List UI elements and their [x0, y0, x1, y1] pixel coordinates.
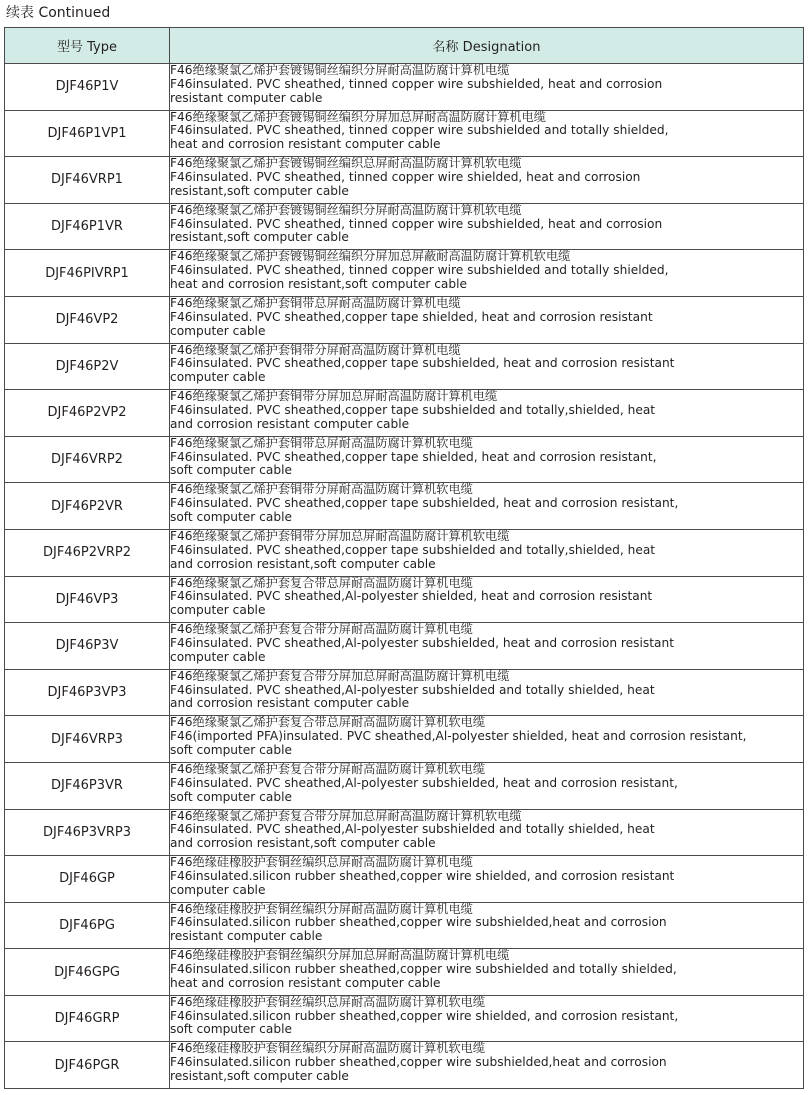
designation-chinese: F46绝缘聚氯乙烯护套镀锡铜丝编织分屏耐高温防腐计算机软电缆: [170, 203, 522, 217]
designation-chinese: F46绝缘聚氯乙烯护套铜带总屏耐高温防腐计算机电缆: [170, 296, 461, 310]
designation-cell: [170, 902, 804, 949]
column-header-designation: 名称 Designation: [170, 28, 804, 64]
designation-cell: [170, 995, 804, 1042]
designation-english-line: computer cable: [170, 883, 266, 897]
designation-english-line: resistant,soft computer cable: [170, 184, 349, 198]
designation-english-line: F46insulated. PVC sheathed,copper tape subshielded, heat and corrosion resistant,: [170, 497, 679, 511]
table-row: [5, 1042, 804, 1089]
type-code-cell: DJF46P2VRP2: [5, 529, 170, 576]
table-row: [5, 856, 804, 903]
designation-english-line: heat and corrosion resistant computer cable: [170, 976, 441, 990]
table-row: [5, 483, 804, 530]
designation-english-line: F46insulated. PVC sheathed,Al-polyester subshielded, heat and corrosion resistant,: [170, 776, 678, 790]
designation-english-line: F46insulated. PVC sheathed,Al-polyester shielded, heat and corrosion resistant: [170, 590, 653, 604]
designation-cell: [170, 483, 804, 530]
type-code-cell: DJF46GRP: [5, 995, 170, 1042]
designation-english-line: F46insulated. PVC sheathed, tinned copper wire shielded, heat and corrosion: [170, 170, 641, 184]
type-code-cell: DJF46P1V: [5, 64, 170, 111]
table-row: [5, 995, 804, 1042]
table-row: [5, 296, 804, 343]
table-row: [5, 529, 804, 576]
designation-cell: [170, 576, 804, 623]
designation-cell: [170, 250, 804, 297]
table-row: [5, 576, 804, 623]
designation-cell: [170, 157, 804, 204]
designation-english-line: F46insulated. PVC sheathed,Al-polyester subshielded, heat and corrosion resistant: [170, 636, 675, 650]
table-row: [5, 669, 804, 716]
designation-english-line: F46insulated.silicon rubber sheathed,copper wire subshielded,heat and corrosion: [170, 1056, 667, 1070]
designation-english-line: F46insulated. PVC sheathed, tinned copper wire subshielded, heat and corrosion: [170, 77, 663, 91]
type-code-cell: DJF46GP: [5, 856, 170, 903]
designation-chinese: F46绝缘聚氯乙烯护套铜带分屏耐高温防腐计算机电缆: [170, 343, 461, 357]
designation-english-line: soft computer cable: [170, 790, 292, 804]
type-code-cell: DJF46P2V: [5, 343, 170, 390]
type-code-cell: DJF46P3VR: [5, 762, 170, 809]
designation-chinese: F46绝缘聚氯乙烯护套复合带分屏耐高温防腐计算机电缆: [170, 623, 473, 637]
designation-english-line: and corrosion resistant,soft computer cable: [170, 557, 436, 571]
designation-cell: [170, 343, 804, 390]
designation-cell: [170, 529, 804, 576]
designation-english-line: and corrosion resistant,soft computer cable: [170, 837, 436, 851]
table-row: [5, 390, 804, 437]
designation-english-line: resistant,soft computer cable: [170, 1070, 349, 1084]
type-code-cell: DJF46VRP2: [5, 436, 170, 483]
designation-chinese: F46绝缘硅橡胶护套铜丝编织总屏耐高温防腐计算机软电缆: [170, 995, 486, 1009]
designation-english-line: F46insulated. PVC sheathed, tinned copper wire subshielded and totally shielded,: [170, 124, 669, 138]
designation-english-line: F46insulated. PVC sheathed,copper tape shielded, heat and corrosion resistant,: [170, 450, 657, 464]
designation-english-line: computer cable: [170, 371, 266, 385]
designation-english-line: F46insulated. PVC sheathed,copper tape subshielded and totally,shielded, heat: [170, 543, 656, 557]
type-code-cell: DJF46P3VP3: [5, 669, 170, 716]
designation-english-line: F46insulated. PVC sheathed,copper tape subshielded, heat and corrosion resistant: [170, 357, 675, 371]
designation-english-line: soft computer cable: [170, 743, 292, 757]
designation-cell: [170, 623, 804, 670]
designation-english-line: F46insulated. PVC sheathed,copper tape subshielded and totally,shielded, heat: [170, 403, 656, 417]
designation-cell: [170, 110, 804, 157]
designation-cell: [170, 809, 804, 856]
designation-chinese: F46绝缘聚氯乙烯护套复合带总屏耐高温防腐计算机电缆: [170, 576, 473, 590]
type-code-cell: DJF46VRP3: [5, 716, 170, 763]
designation-chinese: F46绝缘聚氯乙烯护套镀锡铜丝编织分屏加总屏蔽耐高温防腐计算机软电缆: [170, 250, 571, 264]
designation-english-line: and corrosion resistant computer cable: [170, 697, 410, 711]
designation-chinese: F46绝缘硅橡胶护套铜丝编织分屏耐高温防腐计算机电缆: [170, 902, 473, 916]
type-code-cell: DJF46P3V: [5, 623, 170, 670]
cable-spec-table: [4, 27, 804, 1089]
designation-english-line: resistant computer cable: [170, 91, 323, 105]
designation-english-line: soft computer cable: [170, 510, 292, 524]
designation-cell: [170, 669, 804, 716]
designation-english-line: soft computer cable: [170, 464, 292, 478]
table-body: [5, 64, 804, 1089]
designation-chinese: F46绝缘聚氯乙烯护套铜带分屏加总屏耐高温防腐计算机电缆: [170, 390, 498, 404]
designation-chinese: F46绝缘聚氯乙烯护套镀锡铜丝编织总屏耐高温防腐计算机软电缆: [170, 157, 522, 171]
designation-chinese: F46绝缘聚氯乙烯护套镀锡铜丝编织分屏加总屏耐高温防腐计算机电缆: [170, 110, 546, 124]
designation-english-line: F46insulated.silicon rubber sheathed,copper wire shielded, and corrosion resistant: [170, 869, 675, 883]
designation-english-line: F46insulated.silicon rubber sheathed,copper wire shielded, and corrosion resistant,: [170, 1009, 679, 1023]
designation-chinese: F46绝缘聚氯乙烯护套铜带分屏加总屏耐高温防腐计算机软电缆: [170, 529, 510, 543]
designation-cell: [170, 203, 804, 250]
type-code-cell: DJF46P1VR: [5, 203, 170, 250]
designation-english-line: soft computer cable: [170, 1023, 292, 1037]
designation-english-line: F46insulated.silicon rubber sheathed,copper wire subshielded,heat and corrosion: [170, 916, 667, 930]
designation-chinese: F46绝缘聚氯乙烯护套铜带总屏耐高温防腐计算机软电缆: [170, 436, 473, 450]
designation-chinese: F46绝缘聚氯乙烯护套复合带总屏耐高温防腐计算机软电缆: [170, 716, 486, 730]
designation-english-line: F46insulated. PVC sheathed,Al-polyester subshielded and totally shielded, heat: [170, 683, 655, 697]
designation-chinese: F46绝缘硅橡胶护套铜丝编织分屏耐高温防腐计算机软电缆: [170, 1042, 486, 1056]
designation-cell: [170, 762, 804, 809]
designation-english-line: F46(imported PFA)insulated. PVC sheathed,Al-polyester shielded, heat and corrosion resistant,: [170, 730, 747, 744]
designation-english-line: F46insulated. PVC sheathed,Al-polyester subshielded and totally shielded, heat: [170, 823, 655, 837]
designation-english-line: computer cable: [170, 324, 266, 338]
table-row: [5, 949, 804, 996]
designation-cell: [170, 856, 804, 903]
designation-cell: [170, 1042, 804, 1089]
designation-cell: [170, 716, 804, 763]
type-code-cell: DJF46VP3: [5, 576, 170, 623]
type-code-cell: DJF46PG: [5, 902, 170, 949]
designation-cell: [170, 64, 804, 111]
designation-english-line: resistant,soft computer cable: [170, 231, 349, 245]
type-code-cell: DJF46P2VP2: [5, 390, 170, 437]
designation-chinese: F46绝缘聚氯乙烯护套复合带分屏耐高温防腐计算机软电缆: [170, 762, 486, 776]
designation-chinese: F46绝缘聚氯乙烯护套铜带分屏耐高温防腐计算机软电缆: [170, 483, 473, 497]
table-row: [5, 809, 804, 856]
column-header-type: 型号 Type: [5, 28, 170, 64]
designation-english-line: F46insulated.silicon rubber sheathed,copper wire subshielded and totally shielded,: [170, 963, 677, 977]
table-row: [5, 902, 804, 949]
table-row: [5, 250, 804, 297]
table-row: [5, 203, 804, 250]
designation-english-line: heat and corrosion resistant computer cable: [170, 138, 441, 152]
designation-english-line: resistant computer cable: [170, 930, 323, 944]
table-row: [5, 623, 804, 670]
designation-cell: [170, 390, 804, 437]
table-row: [5, 762, 804, 809]
designation-chinese: F46绝缘硅橡胶护套铜丝编织分屏加总屏耐高温防腐计算机电缆: [170, 949, 510, 963]
table-header-row: [5, 28, 804, 64]
type-code-cell: DJF46GPG: [5, 949, 170, 996]
designation-english-line: computer cable: [170, 650, 266, 664]
designation-chinese: F46绝缘聚氯乙烯护套复合带分屏加总屏耐高温防腐计算机电缆: [170, 669, 510, 683]
designation-english-line: heat and corrosion resistant,soft computer cable: [170, 277, 468, 291]
designation-cell: [170, 949, 804, 996]
type-code-cell: DJF46VP2: [5, 296, 170, 343]
type-code-cell: DJF46P1VP1: [5, 110, 170, 157]
table-row: [5, 343, 804, 390]
designation-english-line: F46insulated. PVC sheathed, tinned copper wire subshielded, heat and corrosion: [170, 217, 663, 231]
designation-english-line: F46insulated. PVC sheathed,copper tape shielded, heat and corrosion resistant: [170, 310, 653, 324]
table-row: [5, 157, 804, 204]
table-row: [5, 436, 804, 483]
type-code-cell: DJF46PIVRP1: [5, 250, 170, 297]
type-code-cell: DJF46PGR: [5, 1042, 170, 1089]
designation-english-line: computer cable: [170, 604, 266, 618]
type-code-cell: DJF46VRP1: [5, 157, 170, 204]
designation-cell: [170, 296, 804, 343]
designation-chinese: F46绝缘聚氯乙烯护套复合带分屏加总屏耐高温防腐计算机软电缆: [170, 809, 522, 823]
table-caption: 续表 Continued: [6, 5, 111, 21]
table-row: [5, 110, 804, 157]
designation-english-line: F46insulated. PVC sheathed, tinned copper wire subshielded and totally shielded,: [170, 264, 669, 278]
type-code-cell: DJF46P3VRP3: [5, 809, 170, 856]
table-row: [5, 64, 804, 111]
table-row: [5, 716, 804, 763]
designation-chinese: F46绝缘硅橡胶护套铜丝编织总屏耐高温防腐计算机电缆: [170, 856, 473, 870]
designation-english-line: and corrosion resistant computer cable: [170, 417, 410, 431]
designation-chinese: F46绝缘聚氯乙烯护套镀锡铜丝编织分屏耐高温防腐计算机电缆: [170, 64, 510, 77]
type-code-cell: DJF46P2VR: [5, 483, 170, 530]
designation-cell: [170, 436, 804, 483]
